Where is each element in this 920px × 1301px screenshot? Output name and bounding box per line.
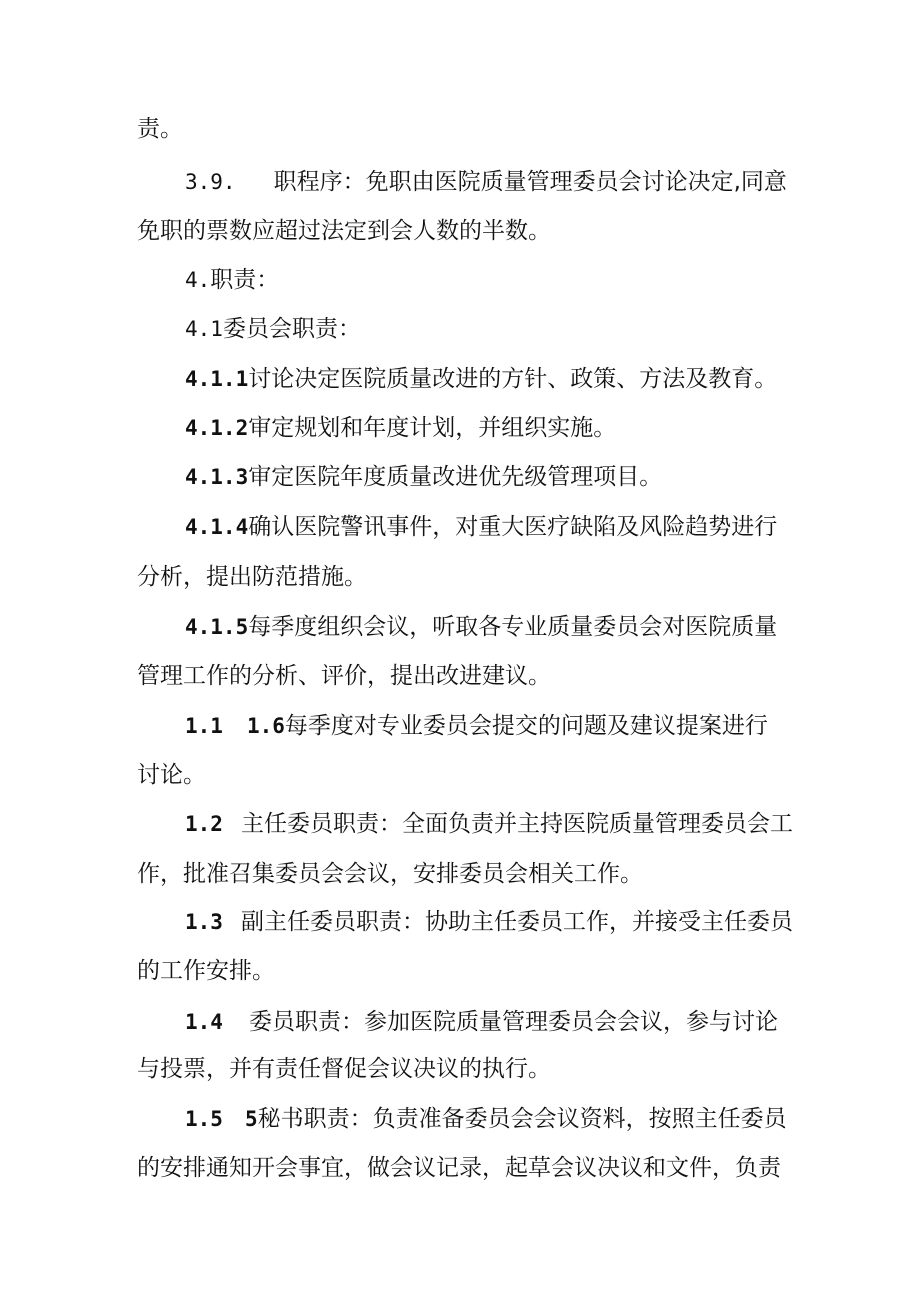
text-line: 讨论。 [137, 762, 206, 788]
text-line: 责。 [137, 116, 183, 142]
item-1-4: 1.4 委员职责：参加医院质量管理委员会会议，参与讨论 [185, 1009, 778, 1035]
item-4-1-5: 4.1.5每季度组织会议，听取各专业质量委员会对医院质量 [185, 614, 778, 640]
item-1-3: 1.3 副主任委员职责：协助主任委员工作，并接受主任委员 [185, 909, 793, 935]
section-number: 4. [185, 268, 211, 292]
item-4-1-1: 4.1.1讨论决定医院质量改进的方针、政策、方法及教育。 [185, 366, 778, 392]
section-number: 1.4 [185, 1010, 223, 1034]
text-line: 的工作安排。 [137, 958, 275, 984]
section-3-9-line: 3.9. 职程序：免职由医院质量管理委员会讨论决定,同意 [185, 169, 787, 195]
item-4-1-2: 4.1.2审定规划和年度计划，并组织实施。 [185, 415, 617, 441]
item-1-5: 1.5 5秘书职责：负责准备委员会会议资料，按照主任委员 [185, 1106, 787, 1132]
text-line: 的安排通知开会事宜，做会议记录，起草会议决议和文件，负责 [137, 1155, 781, 1181]
section-4-heading: 4.职责： [185, 267, 280, 293]
section-4-1-heading: 4.1委员会职责： [185, 316, 361, 342]
item-4-1-4: 4.1.4确认医院警讯事件，对重大医疗缺陷及风险趋势进行 [185, 514, 778, 540]
section-number: 4.1.1 [185, 367, 249, 391]
section-number: 1.3 [185, 910, 223, 934]
text-line: 管理工作的分析、评价，提出改进建议。 [137, 663, 551, 689]
section-number: 4.1.4 [185, 515, 249, 539]
text-line: 免职的票数应超过法定到会人数的半数。 [137, 218, 551, 244]
section-number: 1.2 [185, 812, 223, 836]
text-line: 分析，提出防范措施。 [137, 564, 367, 590]
item-1-2: 1.2 主任委员职责：全面负责并主持医院质量管理委员会工 [185, 811, 793, 837]
section-number: 1.1 [185, 714, 223, 738]
section-number: 4.1 [185, 317, 223, 341]
section-number: 4.1.2 [185, 416, 249, 440]
text-line: 与投票，并有责任督促会议决议的执行。 [137, 1056, 551, 1082]
text-line: 作，批准召集委员会会议，安排委员会相关工作。 [137, 861, 643, 887]
section-number: 1.5 [185, 1107, 223, 1131]
section-number: 4.1.3 [185, 465, 249, 489]
section-number: 5 [244, 1107, 258, 1131]
item-4-1-3: 4.1.3审定医院年度质量改进优先级管理项目。 [185, 464, 663, 490]
section-number: 4.1.5 [185, 615, 249, 639]
section-number: 1.6 [246, 714, 285, 738]
item-1-1: 1.1 1.6每季度对专业委员会提交的问题及建议提案进行 [185, 713, 768, 739]
section-number: 3.9. [185, 170, 236, 194]
